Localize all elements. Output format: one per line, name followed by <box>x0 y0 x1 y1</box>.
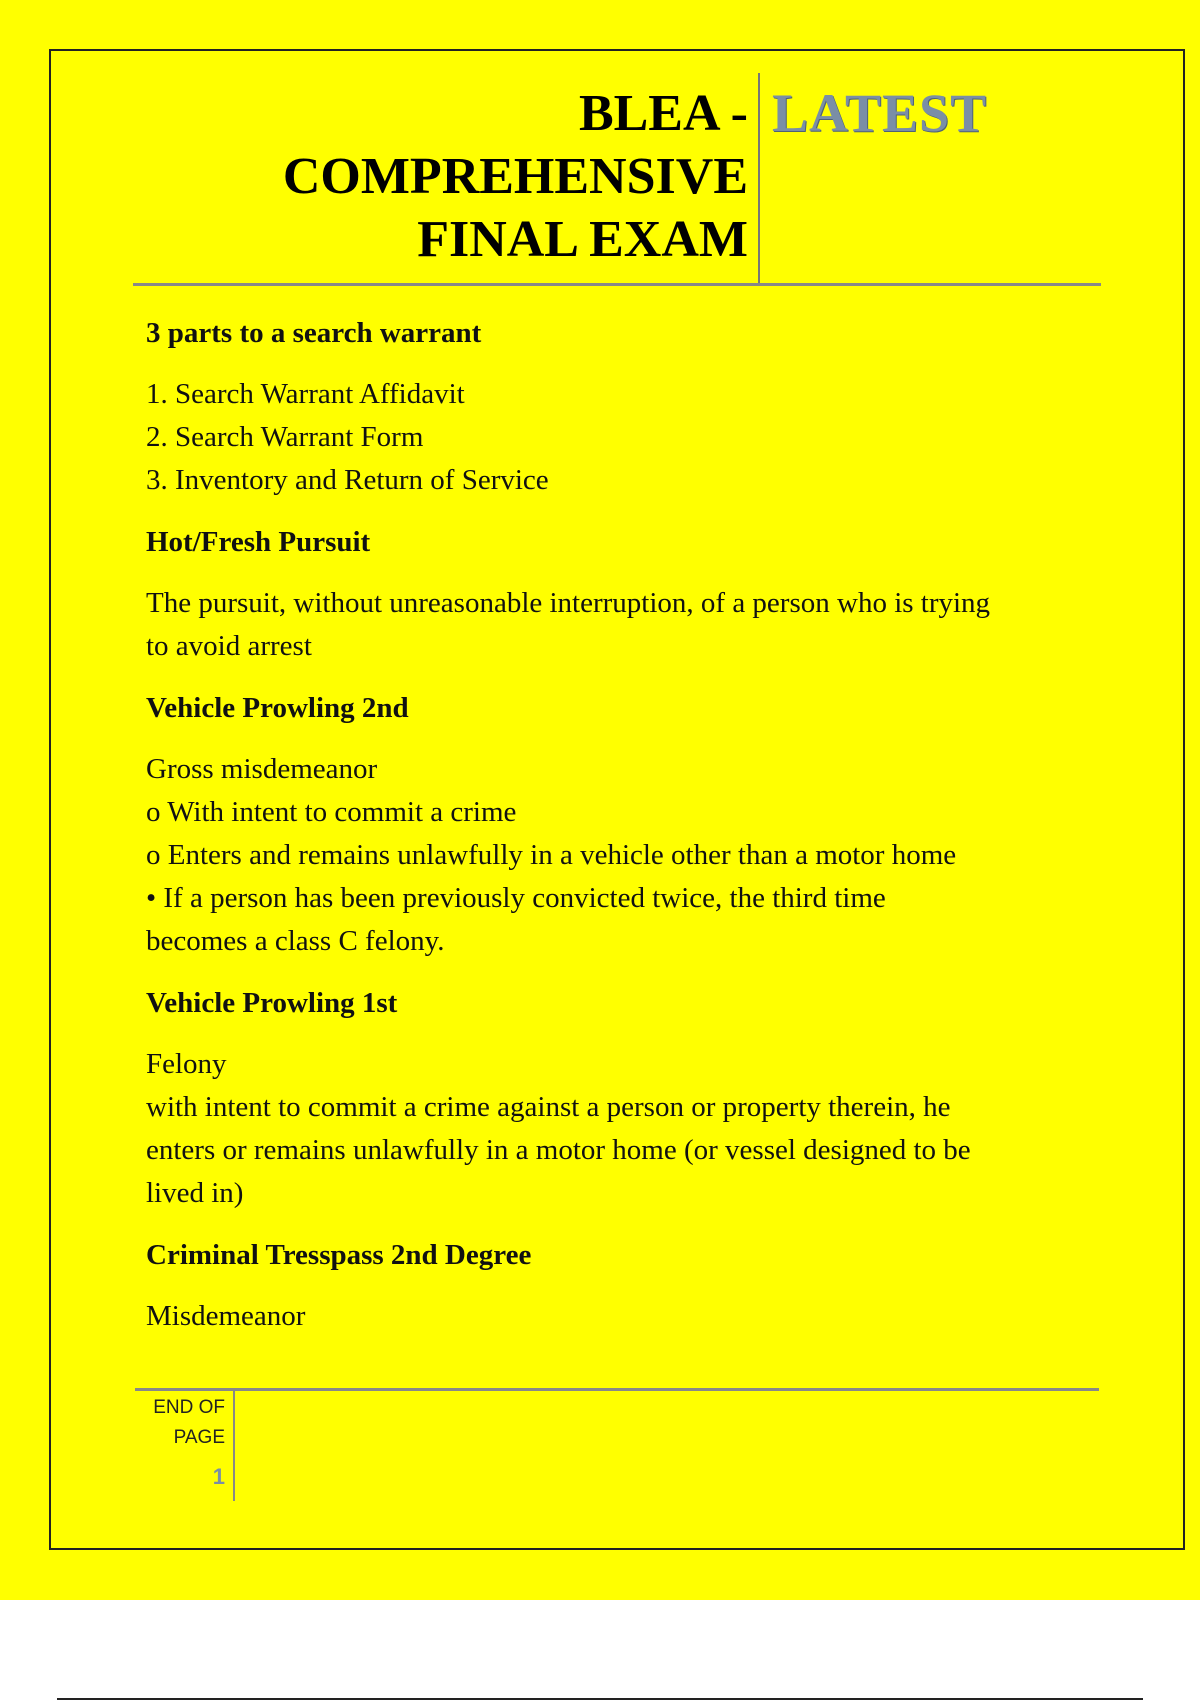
definition-line: 3. Inventory and Return of Service <box>146 464 549 496</box>
definition-line: o Enters and remains unlawfully in a vehicle other than a motor home <box>146 839 957 871</box>
page-number: 1 <box>212 1464 225 1489</box>
definition-line: Gross misdemeanor <box>146 753 378 785</box>
definition-line: Felony <box>146 1048 227 1080</box>
title-line-1: BLEA - <box>578 85 748 142</box>
header-rule <box>133 283 1101 286</box>
section-vehicle-prowling-2nd <box>146 687 1096 963</box>
definition-line: • If a person has been previously convicted twice, the third time <box>146 882 886 914</box>
definition-line: 2. Search Warrant Form <box>146 421 424 453</box>
document-title <box>130 82 748 271</box>
term-heading: Vehicle Prowling 1st <box>146 987 398 1019</box>
definition-line: becomes a class C felony. <box>146 925 445 957</box>
title-line-2: COMPREHENSIVE <box>282 148 748 205</box>
definition-line: enters or remains unlawfully in a motor home (or vessel designed to be <box>146 1134 971 1166</box>
definition <box>146 1043 1096 1215</box>
end-of-page-label <box>130 1393 225 1453</box>
definition-line: Misdemeanor <box>146 1300 306 1332</box>
footer-label-line: PAGE <box>173 1427 225 1448</box>
term-heading: Hot/Fresh Pursuit <box>146 526 371 558</box>
footer-label-line: END OF <box>153 1397 225 1418</box>
section-vehicle-prowling-1st <box>146 982 1096 1215</box>
document-body <box>146 312 1096 1357</box>
definition <box>146 582 1096 668</box>
section-criminal-trespass-2nd <box>146 1234 1096 1338</box>
definition-line: lived in) <box>146 1177 244 1209</box>
term-heading: Vehicle Prowling 2nd <box>146 692 409 724</box>
section-search-warrant <box>146 312 1096 502</box>
definition <box>146 373 1096 502</box>
term-heading: Criminal Tresspass 2nd Degree <box>146 1239 532 1271</box>
title-line-3: FINAL EXAM <box>417 211 748 268</box>
definition <box>146 748 1096 963</box>
section-hot-pursuit <box>146 521 1096 668</box>
footer-rule <box>135 1388 1099 1391</box>
term-heading: 3 parts to a search warrant <box>146 317 482 349</box>
definition-line: 1. Search Warrant Affidavit <box>146 378 465 410</box>
latest-label: LATEST <box>772 83 988 143</box>
definition-line: to avoid arrest <box>146 630 312 662</box>
definition <box>146 1295 1096 1338</box>
footer-divider <box>233 1391 235 1501</box>
definition-line: The pursuit, without unreasonable interruption, of a person who is trying <box>146 587 991 619</box>
definition-line: with intent to commit a crime against a person or property therein, he <box>146 1091 951 1123</box>
header-divider <box>758 73 760 284</box>
definition-line: o With intent to commit a crime <box>146 796 517 828</box>
